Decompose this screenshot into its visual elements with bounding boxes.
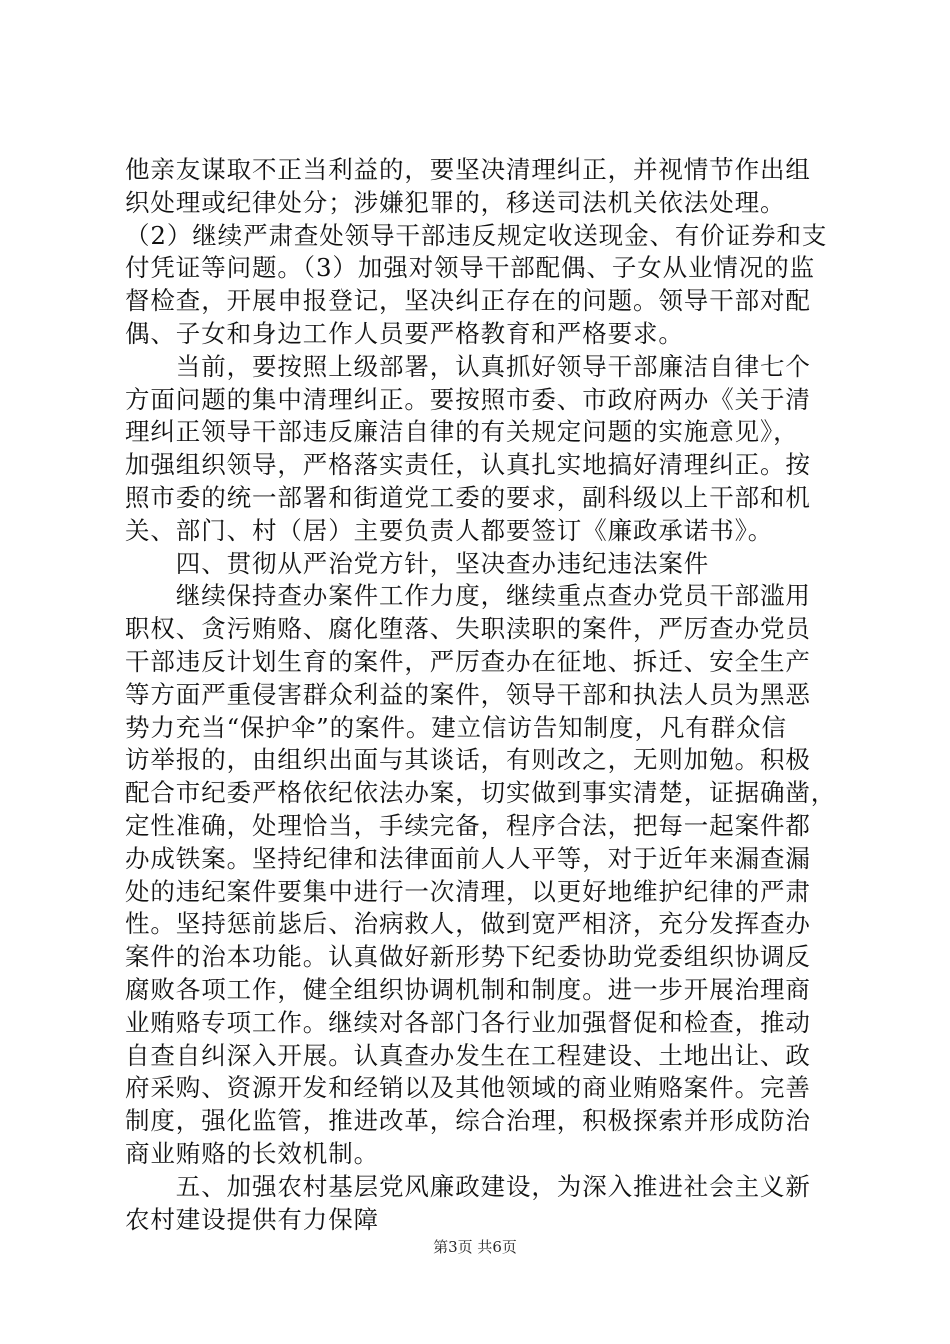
text-line: 督检查，开展申报登记，坚决纠正存在的问题。领导干部对配 [125, 286, 811, 316]
text-line: 制度，强化监管，推进改革，综合治理，积极探索并形成防治 [125, 1106, 811, 1136]
text-line: 性。坚持惩前毖后、治病救人，做到宽严相济，充分发挥查办 [125, 909, 811, 939]
text-line: 加强组织领导，严格落实责任，认真扎实地搞好清理纠正。按 [125, 450, 811, 480]
text-line: 偶、子女和身边工作人员要严格教育和严格要求。 [125, 318, 684, 348]
text-line: 当前，要按照上级部署，认真抓好领导干部廉洁自律七个 [125, 351, 811, 381]
text-line: 农村建设提供有力保障 [125, 1204, 379, 1234]
text-line: 势力充当“保护伞”的案件。建立信访告知制度，凡有群众信 [125, 712, 787, 742]
page-number-footer: 第3页 共6页 [433, 1238, 517, 1256]
text-line: 访举报的，由组织出面与其谈话，有则改之，无则加勉。积极 [125, 745, 811, 775]
text-line: 府采购、资源开发和经销以及其他领域的商业贿赂案件。完善 [125, 1073, 811, 1103]
text-line: 照市委的统一部署和街道党工委的要求，副科级以上干部和机 [125, 482, 811, 512]
text-line: 付凭证等问题。（3）加强对领导干部配偶、子女从业情况的监 [125, 253, 816, 283]
text-line: 等方面严重侵害群众利益的案件，领导干部和执法人员为黑恶 [125, 679, 811, 709]
text-line: 干部违反计划生育的案件，严厉查办在征地、拆迁、安全生产 [125, 646, 811, 676]
text-line: （2）继续严肃查处领导干部违反规定收送现金、有价证券和支 [125, 220, 828, 250]
text-line: 织处理或纪律处分；涉嫌犯罪的，移送司法机关依法处理。 [125, 187, 786, 217]
document-body [125, 154, 837, 1236]
text-line: 方面问题的集中清理纠正。要按照市委、市政府两办《关于清 [125, 384, 811, 414]
text-line: 定性准确，处理恰当，手续完备，程序合法，把每一起案件都 [125, 810, 811, 840]
text-line: 商业贿赂的长效机制。 [125, 1138, 379, 1168]
text-line: 案件的治本功能。认真做好新形势下纪委协助党委组织协调反 [125, 942, 811, 972]
text-line: 理纠正领导干部违反廉洁自律的有关规定问题的实施意见》， [125, 417, 799, 447]
text-line: 业贿赂专项工作。继续对各部门各行业加强督促和检查，推动 [125, 1007, 811, 1037]
text-line: 关、部门、村（居）主要负责人都要签订《廉政承诺书》。 [125, 515, 774, 545]
text-line: 办成铁案。坚持纪律和法律面前人人平等，对于近年来漏查漏 [125, 843, 811, 873]
text-line: 腐败各项工作，健全组织协调机制和制度。进一步开展治理商 [125, 974, 811, 1004]
text-line: 他亲友谋取不正当利益的，要坚决清理纠正，并视情节作出组 [125, 155, 811, 184]
section-heading: 五、加强农村基层党风廉政建设，为深入推进社会主义新 [125, 1171, 811, 1201]
text-line: 处的违纪案件要集中进行一次清理，以更好地维护纪律的严肃 [125, 876, 811, 906]
text-line: 自查自纠深入开展。认真查办发生在工程建设、土地出让、政 [125, 1040, 811, 1070]
text-line: 职权、贪污贿赂、腐化堕落、失职渎职的案件，严厉查办党员 [125, 614, 811, 644]
text-line: 配合市纪委严格依纪依法办案，切实做到事实清楚，证据确凿， [125, 778, 837, 808]
text-line: 继续保持查办案件工作力度，继续重点查办党员干部滥用 [125, 581, 811, 611]
section-heading: 四、贯彻从严治党方针，坚决查办违纪违法案件 [125, 548, 710, 578]
